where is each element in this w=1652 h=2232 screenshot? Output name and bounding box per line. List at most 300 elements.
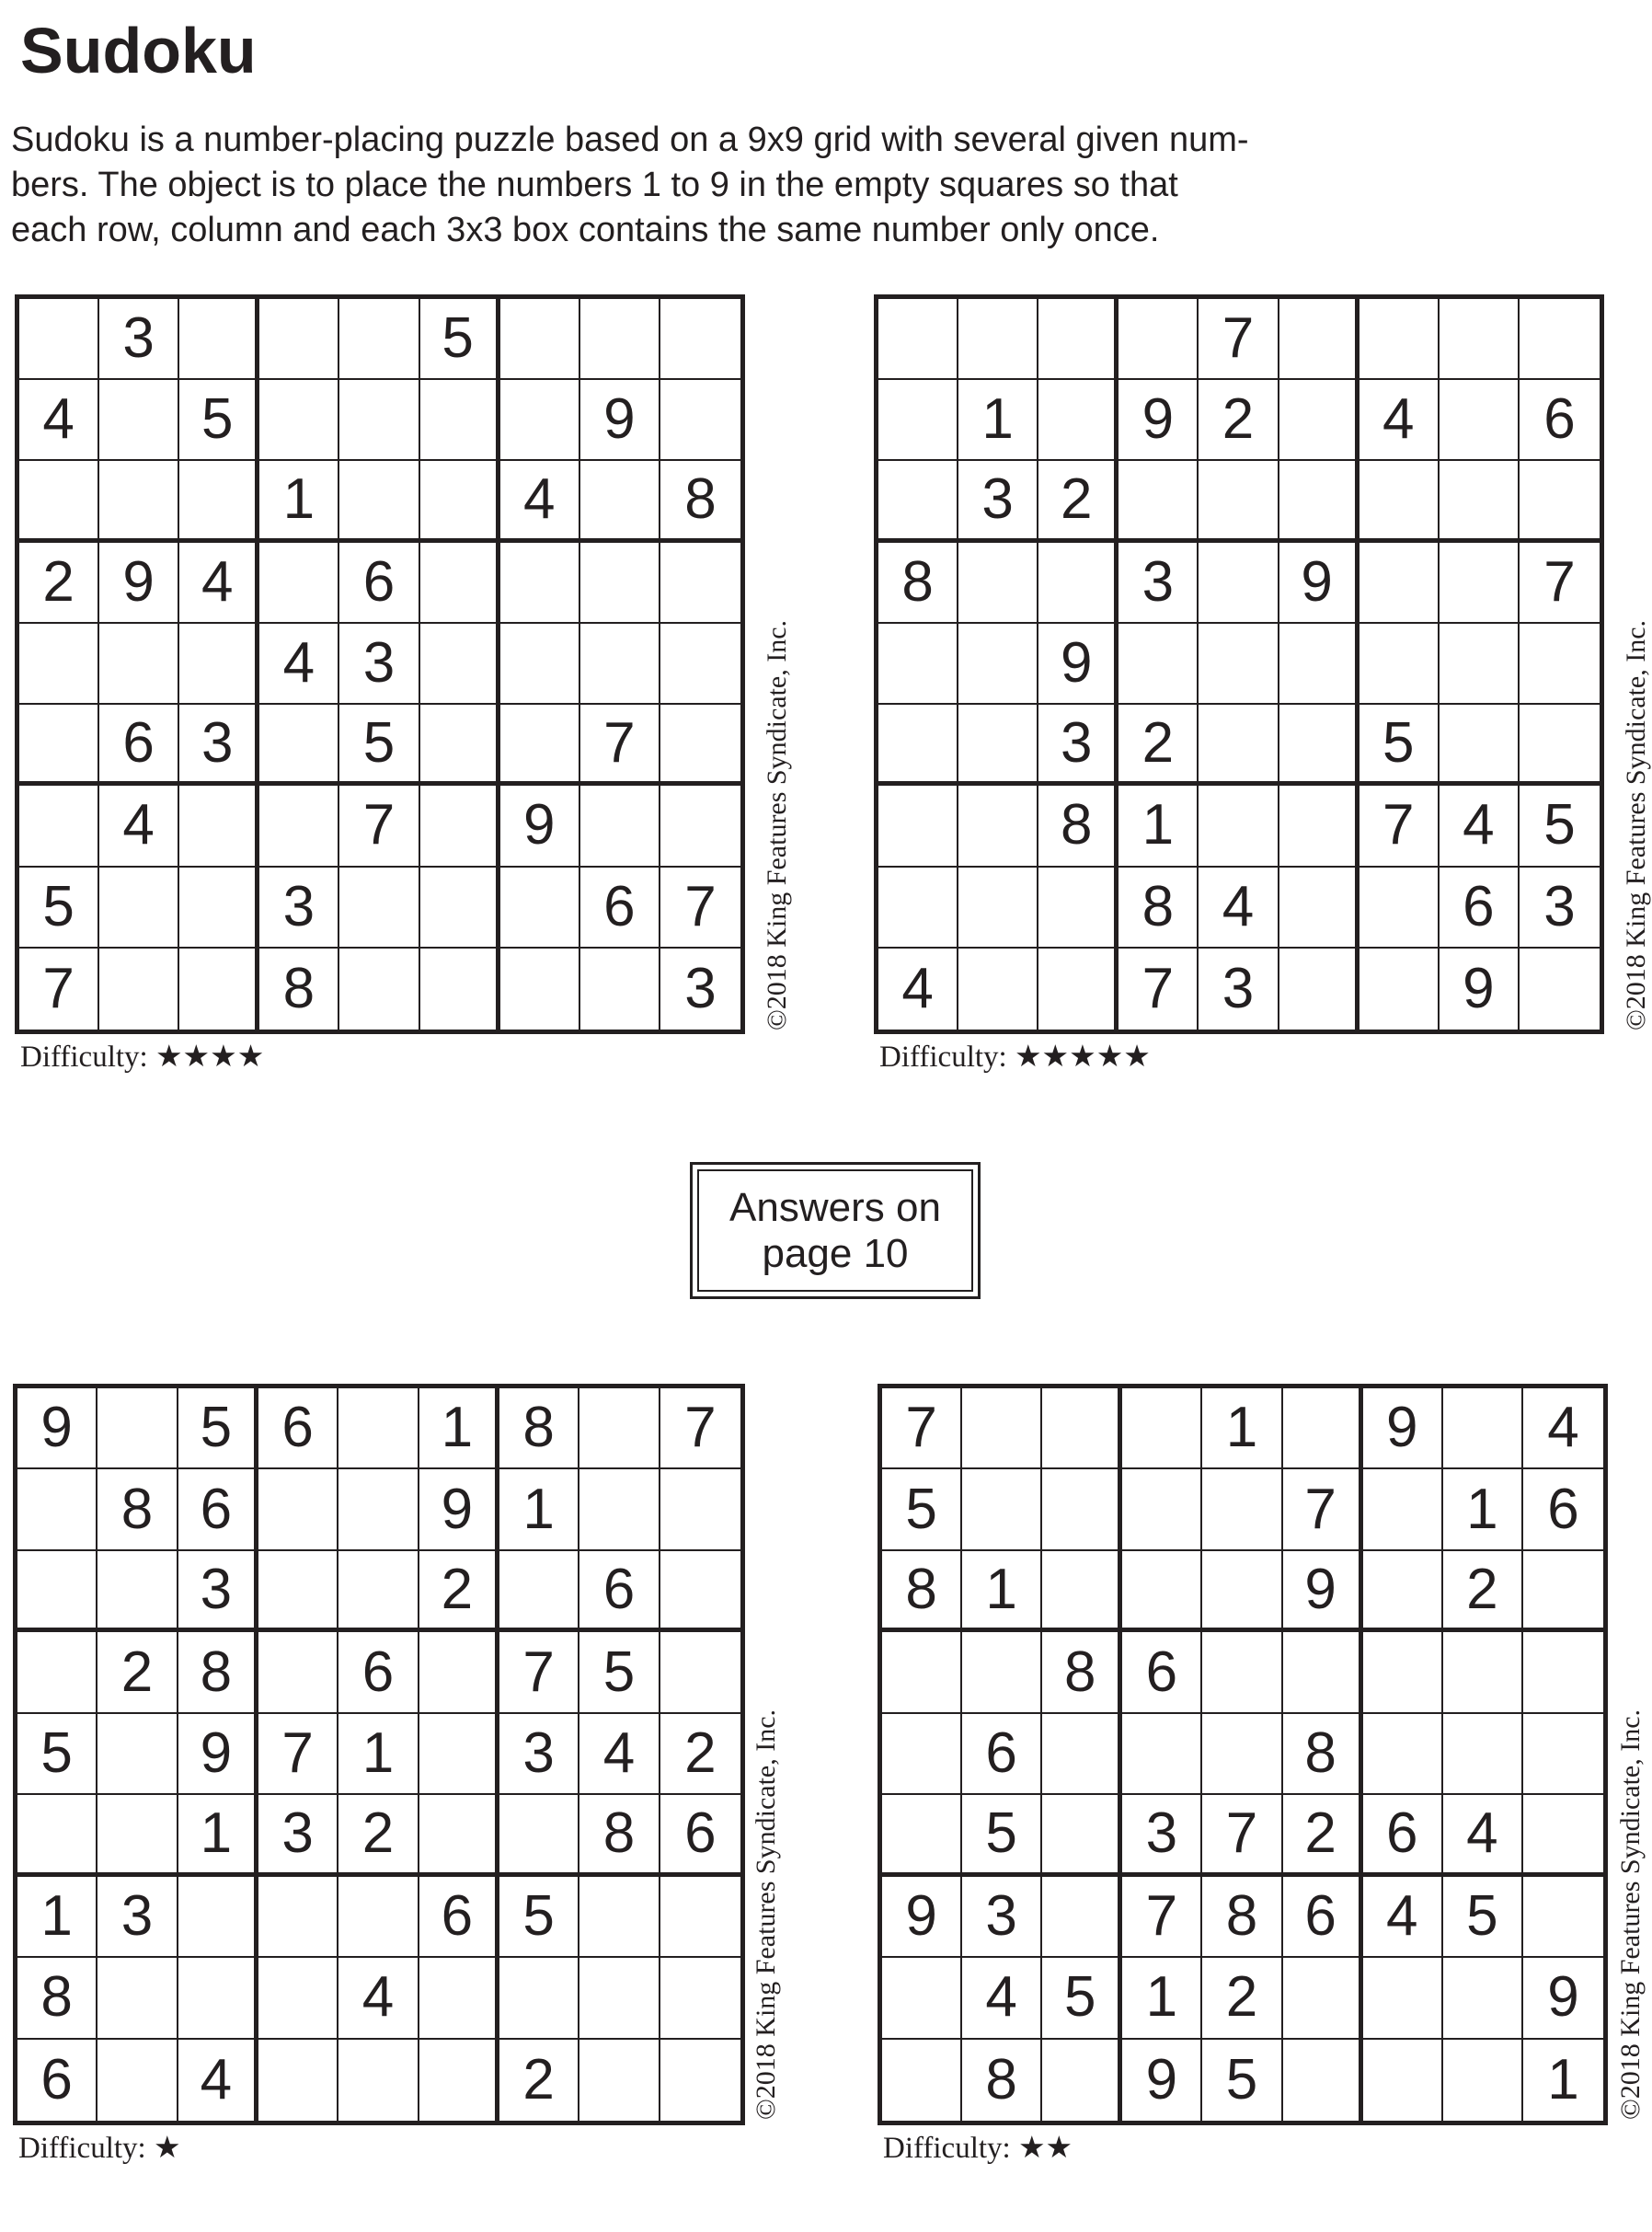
- sudoku-cell: 6: [258, 1388, 338, 1469]
- sudoku-cell: 3: [1199, 949, 1279, 1030]
- sudoku-cell[interactable]: [958, 624, 1038, 705]
- sudoku-cell[interactable]: [1042, 2040, 1122, 2121]
- sudoku-cell[interactable]: [1443, 1388, 1523, 1469]
- sudoku-cell[interactable]: [500, 543, 580, 624]
- sudoku-grid: [878, 1384, 1608, 2125]
- sudoku-cell[interactable]: [1279, 380, 1359, 461]
- sudoku-cell[interactable]: [499, 1958, 579, 2039]
- sudoku-cell[interactable]: [178, 1958, 258, 2039]
- sudoku-cell[interactable]: [1523, 1795, 1603, 1876]
- sudoku-cell[interactable]: [958, 868, 1038, 949]
- sudoku-cell[interactable]: [420, 461, 500, 542]
- sudoku-grid: [13, 1384, 745, 2125]
- sudoku-cell[interactable]: [882, 1714, 962, 1795]
- sudoku-cell: 7: [19, 949, 99, 1030]
- sudoku-cell[interactable]: [1283, 2040, 1363, 2121]
- sudoku-cell: 7: [882, 1388, 962, 1469]
- sudoku-grid: [15, 294, 745, 1034]
- sudoku-cell[interactable]: [98, 1714, 178, 1795]
- sudoku-cell: 1: [962, 1551, 1042, 1632]
- sudoku-cell[interactable]: [500, 380, 580, 461]
- sudoku-cell[interactable]: [660, 1958, 740, 2039]
- sudoku-cell[interactable]: [579, 1388, 660, 1469]
- copyright-notice: ©2018 King Features Syndicate, Inc.: [1621, 619, 1651, 1030]
- sudoku-cell[interactable]: [958, 299, 1038, 380]
- sudoku-cell[interactable]: [579, 1958, 660, 2039]
- sudoku-cell: 2: [338, 1795, 419, 1876]
- sudoku-cell[interactable]: [660, 624, 740, 705]
- sudoku-cell[interactable]: [1038, 868, 1119, 949]
- sudoku-cell[interactable]: [339, 299, 419, 380]
- sudoku-cell: 9: [1440, 949, 1520, 1030]
- sudoku-cell[interactable]: [419, 1958, 499, 2039]
- sudoku-cell: 2: [660, 1714, 740, 1795]
- sudoku-cell: 5: [579, 1632, 660, 1713]
- sudoku-cell: 4: [878, 949, 958, 1030]
- sudoku-cell: 4: [179, 543, 259, 624]
- sudoku-cell: 8: [178, 1632, 258, 1713]
- sudoku-cell[interactable]: [1279, 949, 1359, 1030]
- sudoku-cell: 7: [339, 786, 419, 867]
- sudoku-cell: 9: [1122, 2040, 1202, 2121]
- sudoku-cell[interactable]: [878, 868, 958, 949]
- sudoku-cell: 9: [500, 786, 580, 867]
- sudoku-cell[interactable]: [338, 1877, 419, 1958]
- sudoku-cell[interactable]: [1520, 461, 1600, 542]
- sudoku-cell[interactable]: [1202, 1632, 1282, 1713]
- sudoku-cell[interactable]: [17, 1551, 98, 1632]
- sudoku-cell: 6: [1122, 1632, 1202, 1713]
- sudoku-cell[interactable]: [17, 1795, 98, 1876]
- sudoku-cell[interactable]: [1440, 380, 1520, 461]
- sudoku-cell[interactable]: [660, 1632, 740, 1713]
- sudoku-cell: 2: [1443, 1551, 1523, 1632]
- sudoku-cell[interactable]: [19, 705, 99, 786]
- answers-page: page 10: [762, 1230, 909, 1276]
- sudoku-cell[interactable]: [19, 299, 99, 380]
- sudoku-cell[interactable]: [420, 949, 500, 1030]
- sudoku-cell[interactable]: [1038, 949, 1119, 1030]
- sudoku-cell[interactable]: [99, 461, 179, 542]
- sudoku-cell[interactable]: [1122, 1551, 1202, 1632]
- sudoku-cell: 6: [579, 1551, 660, 1632]
- sudoku-cell[interactable]: [499, 1551, 579, 1632]
- sudoku-cell[interactable]: [1042, 1795, 1122, 1876]
- sudoku-cell: 5: [17, 1714, 98, 1795]
- sudoku-cell[interactable]: [1523, 1632, 1603, 1713]
- sudoku-cell[interactable]: [1520, 624, 1600, 705]
- sudoku-cell: 2: [419, 1551, 499, 1632]
- sudoku-cell: 6: [1283, 1877, 1363, 1958]
- sudoku-cell[interactable]: [17, 1632, 98, 1713]
- sudoku-cell[interactable]: [179, 786, 259, 867]
- sudoku-cell[interactable]: [1199, 786, 1279, 867]
- sudoku-cell[interactable]: [19, 786, 99, 867]
- sudoku-cell[interactable]: [1363, 1551, 1443, 1632]
- sudoku-cell[interactable]: [958, 786, 1038, 867]
- sudoku-cell: 3: [179, 705, 259, 786]
- sudoku-cell[interactable]: [258, 1551, 338, 1632]
- sudoku-cell: 7: [580, 705, 660, 786]
- sudoku-cell[interactable]: [660, 1469, 740, 1550]
- sudoku-cell: 5: [420, 299, 500, 380]
- sudoku-cell[interactable]: [179, 299, 259, 380]
- sudoku-cell[interactable]: [19, 461, 99, 542]
- sudoku-cell[interactable]: [1199, 543, 1279, 624]
- sudoku-cell: 2: [19, 543, 99, 624]
- sudoku-cell[interactable]: [1042, 1551, 1122, 1632]
- sudoku-cell: 3: [99, 299, 179, 380]
- sudoku-cell: 7: [499, 1632, 579, 1713]
- sudoku-cell[interactable]: [660, 380, 740, 461]
- sudoku-cell: 4: [1523, 1388, 1603, 1469]
- sudoku-cell: 9: [882, 1877, 962, 1958]
- sudoku-cell[interactable]: [1440, 461, 1520, 542]
- sudoku-cell: 9: [1279, 543, 1359, 624]
- sudoku-cell[interactable]: [878, 299, 958, 380]
- sudoku-cell[interactable]: [882, 1958, 962, 2039]
- sudoku-cell: 6: [962, 1714, 1042, 1795]
- sudoku-cell[interactable]: [1042, 1877, 1122, 1958]
- sudoku-cell: 8: [1283, 1714, 1363, 1795]
- sudoku-cell[interactable]: [1279, 786, 1359, 867]
- sudoku-cell[interactable]: [420, 705, 500, 786]
- sudoku-cell[interactable]: [962, 1632, 1042, 1713]
- sudoku-cell[interactable]: [500, 868, 580, 949]
- sudoku-cell[interactable]: [882, 2040, 962, 2121]
- sudoku-cell: 7: [1359, 786, 1440, 867]
- sudoku-cell[interactable]: [1279, 299, 1359, 380]
- sudoku-cell: 4: [178, 2040, 258, 2121]
- sudoku-cell[interactable]: [579, 2040, 660, 2121]
- sudoku-cell[interactable]: [1359, 543, 1440, 624]
- sudoku-cell: 3: [1122, 1795, 1202, 1876]
- sudoku-cell: 4: [99, 786, 179, 867]
- sudoku-cell: 4: [1199, 868, 1279, 949]
- sudoku-cell[interactable]: [878, 461, 958, 542]
- sudoku-cell: 4: [1440, 786, 1520, 867]
- copyright-notice: ©2018 King Features Syndicate, Inc.: [1615, 1709, 1646, 2120]
- sudoku-cell: 8: [1042, 1632, 1122, 1713]
- sudoku-cell[interactable]: [1520, 705, 1600, 786]
- sudoku-cell[interactable]: [1038, 543, 1119, 624]
- sudoku-cell: 4: [259, 624, 339, 705]
- sudoku-cell[interactable]: [1202, 1469, 1282, 1550]
- sudoku-cell[interactable]: [1042, 1714, 1122, 1795]
- sudoku-cell[interactable]: [179, 949, 259, 1030]
- sudoku-cell[interactable]: [660, 786, 740, 867]
- sudoku-cell[interactable]: [1122, 1469, 1202, 1550]
- sudoku-cell: 4: [338, 1958, 419, 2039]
- sudoku-cell: 6: [1363, 1795, 1443, 1876]
- sudoku-grid: [874, 294, 1604, 1034]
- sudoku-cell[interactable]: [1363, 1714, 1443, 1795]
- sudoku-cell[interactable]: [1363, 1632, 1443, 1713]
- sudoku-cell[interactable]: [258, 1958, 338, 2039]
- sudoku-cell[interactable]: [1122, 1388, 1202, 1469]
- sudoku-cell: 3: [258, 1795, 338, 1876]
- sudoku-cell[interactable]: [1520, 299, 1600, 380]
- sudoku-cell: 1: [1119, 786, 1199, 867]
- sudoku-cell[interactable]: [580, 299, 660, 380]
- sudoku-cell[interactable]: [98, 1795, 178, 1876]
- sudoku-cell[interactable]: [660, 543, 740, 624]
- instructions-line: Sudoku is a number-placing puzzle based on a 9x9 grid with several given num-: [11, 121, 1249, 159]
- sudoku-cell[interactable]: [338, 1551, 419, 1632]
- sudoku-cell[interactable]: [419, 1795, 499, 1876]
- sudoku-cell[interactable]: [660, 2040, 740, 2121]
- sudoku-cell[interactable]: [1279, 868, 1359, 949]
- answers-box: [690, 1162, 981, 1299]
- sudoku-cell: 7: [1520, 543, 1600, 624]
- sudoku-cell[interactable]: [1359, 949, 1440, 1030]
- difficulty-label: Difficulty: ★★: [883, 2132, 1073, 2165]
- sudoku-cell[interactable]: [878, 786, 958, 867]
- sudoku-cell[interactable]: [660, 299, 740, 380]
- sudoku-cell: 5: [882, 1469, 962, 1550]
- sudoku-cell: 9: [1523, 1958, 1603, 2039]
- sudoku-cell: 5: [178, 1388, 258, 1469]
- sudoku-cell[interactable]: [1440, 543, 1520, 624]
- sudoku-cell[interactable]: [1283, 1958, 1363, 2039]
- sudoku-cell[interactable]: [1202, 1551, 1282, 1632]
- sudoku-cell[interactable]: [338, 1469, 419, 1550]
- sudoku-cell[interactable]: [1363, 1958, 1443, 2039]
- sudoku-cell[interactable]: [98, 1388, 178, 1469]
- sudoku-cell[interactable]: [660, 1551, 740, 1632]
- sudoku-cell[interactable]: [339, 461, 419, 542]
- sudoku-cell[interactable]: [259, 705, 339, 786]
- sudoku-cell[interactable]: [1359, 299, 1440, 380]
- sudoku-cell: 6: [419, 1877, 499, 1958]
- sudoku-cell: 8: [17, 1958, 98, 2039]
- sudoku-cell: 8: [882, 1551, 962, 1632]
- sudoku-cell[interactable]: [500, 624, 580, 705]
- sudoku-cell[interactable]: [258, 1632, 338, 1713]
- sudoku-cell[interactable]: [99, 949, 179, 1030]
- sudoku-cell[interactable]: [179, 868, 259, 949]
- sudoku-cell: 3: [958, 461, 1038, 542]
- sudoku-cell: 7: [1122, 1877, 1202, 1958]
- sudoku-cell: 2: [1038, 461, 1119, 542]
- sudoku-cell: 3: [259, 868, 339, 949]
- sudoku-cell: 6: [660, 1795, 740, 1876]
- sudoku-cell[interactable]: [1122, 1714, 1202, 1795]
- sudoku-cell: 8: [962, 2040, 1042, 2121]
- sudoku-cell[interactable]: [500, 299, 580, 380]
- sudoku-cell[interactable]: [1279, 624, 1359, 705]
- sudoku-cell[interactable]: [660, 705, 740, 786]
- sudoku-cell[interactable]: [339, 380, 419, 461]
- sudoku-cell[interactable]: [1119, 461, 1199, 542]
- sudoku-cell: 3: [1119, 543, 1199, 624]
- sudoku-cell[interactable]: [1359, 624, 1440, 705]
- sudoku-cell[interactable]: [259, 543, 339, 624]
- sudoku-cell[interactable]: [338, 1388, 419, 1469]
- sudoku-cell[interactable]: [1119, 624, 1199, 705]
- sudoku-cell[interactable]: [98, 2040, 178, 2121]
- sudoku-cell: 7: [660, 1388, 740, 1469]
- sudoku-cell[interactable]: [99, 624, 179, 705]
- sudoku-cell: 3: [684, 956, 717, 1020]
- sudoku-cell[interactable]: [579, 1469, 660, 1550]
- sudoku-cell[interactable]: [1279, 461, 1359, 542]
- sudoku-cell[interactable]: [1523, 1714, 1603, 1795]
- sudoku-cell: 9: [17, 1388, 98, 1469]
- sudoku-cell[interactable]: [1199, 624, 1279, 705]
- copyright-notice: ©2018 King Features Syndicate, Inc.: [762, 619, 792, 1030]
- sudoku-cell[interactable]: [420, 868, 500, 949]
- sudoku-cell[interactable]: [99, 380, 179, 461]
- sudoku-cell[interactable]: [419, 2040, 499, 2121]
- sudoku-cell[interactable]: [1038, 299, 1119, 380]
- sudoku-cell[interactable]: [258, 1877, 338, 1958]
- sudoku-cell: 5: [499, 1877, 579, 1958]
- sudoku-cell[interactable]: [420, 624, 500, 705]
- sudoku-cell[interactable]: [580, 624, 660, 705]
- sudoku-cell[interactable]: [962, 1388, 1042, 1469]
- sudoku-cell[interactable]: [1199, 461, 1279, 542]
- sudoku-cell[interactable]: [17, 1469, 98, 1550]
- sudoku-cell: 7: [258, 1714, 338, 1795]
- sudoku-cell: 3: [1038, 705, 1119, 786]
- sudoku-cell[interactable]: [179, 624, 259, 705]
- sudoku-cell: 7: [1283, 1469, 1363, 1550]
- sudoku-cell: 4: [500, 461, 580, 542]
- sudoku-cell: 1: [1547, 2047, 1579, 2111]
- sudoku-cell: 6: [339, 543, 419, 624]
- sudoku-cell: 9: [178, 1714, 258, 1795]
- sudoku-cell: 4: [1443, 1795, 1523, 1876]
- sudoku-cell: 5: [339, 705, 419, 786]
- sudoku-cell: 1: [338, 1714, 419, 1795]
- sudoku-cell[interactable]: [1523, 1877, 1603, 1958]
- sudoku-cell[interactable]: [259, 380, 339, 461]
- sudoku-cell[interactable]: [1443, 2040, 1523, 2121]
- sudoku-cell[interactable]: [958, 543, 1038, 624]
- sudoku-cell[interactable]: [958, 705, 1038, 786]
- sudoku-cell[interactable]: [1363, 2040, 1443, 2121]
- sudoku-cell: 1: [17, 1877, 98, 1958]
- sudoku-cell: 4: [1363, 1877, 1443, 1958]
- sudoku-cell: 5: [1202, 2040, 1282, 2121]
- sudoku-cell[interactable]: [1199, 705, 1279, 786]
- sudoku-cell[interactable]: [420, 786, 500, 867]
- sudoku-cell[interactable]: [178, 1877, 258, 1958]
- sudoku-cell: 3: [1520, 868, 1600, 949]
- sudoku-cell[interactable]: [1363, 1469, 1443, 1550]
- sudoku-cell[interactable]: [19, 624, 99, 705]
- sudoku-cell[interactable]: [259, 299, 339, 380]
- sudoku-cell[interactable]: [1283, 1632, 1363, 1713]
- sudoku-cell[interactable]: [259, 786, 339, 867]
- sudoku-cell: 1: [178, 1795, 258, 1876]
- sudoku-cell[interactable]: [1038, 380, 1119, 461]
- sudoku-cell[interactable]: [98, 1551, 178, 1632]
- sudoku-cell[interactable]: [1042, 1469, 1122, 1550]
- sudoku-cell[interactable]: [1440, 705, 1520, 786]
- sudoku-cell: 9: [1283, 1551, 1363, 1632]
- sudoku-cell: 8: [579, 1795, 660, 1876]
- sudoku-cell[interactable]: [1440, 624, 1520, 705]
- sudoku-cell[interactable]: [580, 461, 660, 542]
- difficulty-label: Difficulty: ★★★★: [20, 1041, 265, 1074]
- sudoku-cell[interactable]: [339, 868, 419, 949]
- sudoku-cell[interactable]: [878, 624, 958, 705]
- sudoku-cell: 6: [178, 1469, 258, 1550]
- sudoku-cell[interactable]: [1443, 1958, 1523, 2039]
- sudoku-cell: 8: [878, 543, 958, 624]
- sudoku-cell[interactable]: [98, 1958, 178, 2039]
- sudoku-cell: 1: [499, 1469, 579, 1550]
- sudoku-cell: 8: [98, 1469, 178, 1550]
- sudoku-cell[interactable]: [420, 380, 500, 461]
- sudoku-cell: 6: [580, 868, 660, 949]
- sudoku-cell[interactable]: [1523, 1551, 1603, 1632]
- sudoku-cell: 7: [1202, 1795, 1282, 1876]
- sudoku-cell: 9: [580, 380, 660, 461]
- sudoku-cell[interactable]: [882, 1795, 962, 1876]
- sudoku-cell: 6: [99, 705, 179, 786]
- sudoku-cell[interactable]: [579, 1877, 660, 1958]
- sudoku-cell[interactable]: [958, 949, 1038, 1030]
- sudoku-cell[interactable]: [99, 868, 179, 949]
- sudoku-cell[interactable]: [1440, 299, 1520, 380]
- sudoku-cell: 1: [1443, 1469, 1523, 1550]
- sudoku-cell: 3: [339, 624, 419, 705]
- sudoku-cell[interactable]: [499, 1795, 579, 1876]
- answers-text: Answers on: [729, 1184, 941, 1230]
- sudoku-cell[interactable]: [1520, 949, 1600, 1030]
- sudoku-cell[interactable]: [179, 461, 259, 542]
- sudoku-cell[interactable]: [500, 705, 580, 786]
- sudoku-cell[interactable]: [580, 949, 660, 1030]
- sudoku-cell[interactable]: [580, 786, 660, 867]
- difficulty-label: Difficulty: ★★★★★: [879, 1041, 1151, 1074]
- sudoku-cell[interactable]: [500, 949, 580, 1030]
- sudoku-cell[interactable]: [1359, 461, 1440, 542]
- sudoku-cell[interactable]: [1443, 1714, 1523, 1795]
- sudoku-cell[interactable]: [660, 1877, 740, 1958]
- sudoku-cell: 1: [259, 461, 339, 542]
- sudoku-cell[interactable]: [258, 1469, 338, 1550]
- sudoku-cell[interactable]: [1443, 1632, 1523, 1713]
- sudoku-cell[interactable]: [580, 543, 660, 624]
- sudoku-cell[interactable]: [1042, 1388, 1122, 1469]
- sudoku-cell: 8: [1119, 868, 1199, 949]
- sudoku-cell[interactable]: [1359, 868, 1440, 949]
- sudoku-cell[interactable]: [419, 1632, 499, 1713]
- sudoku-cell[interactable]: [878, 380, 958, 461]
- sudoku-cell[interactable]: [1202, 1714, 1282, 1795]
- sudoku-cell[interactable]: [878, 705, 958, 786]
- sudoku-cell: 9: [1119, 380, 1199, 461]
- sudoku-cell[interactable]: [1283, 1388, 1363, 1469]
- sudoku-cell[interactable]: [1279, 705, 1359, 786]
- sudoku-cell: 4: [579, 1714, 660, 1795]
- sudoku-cell[interactable]: [258, 2040, 338, 2121]
- sudoku-cell[interactable]: [962, 1469, 1042, 1550]
- sudoku-cell[interactable]: [420, 543, 500, 624]
- sudoku-cell[interactable]: [1119, 299, 1199, 380]
- sudoku-cell: 6: [1520, 380, 1600, 461]
- sudoku-cell[interactable]: [882, 1632, 962, 1713]
- sudoku-cell: 2: [98, 1632, 178, 1713]
- sudoku-cell[interactable]: [338, 2040, 419, 2121]
- sudoku-cell: 2: [1119, 705, 1199, 786]
- sudoku-cell[interactable]: [339, 949, 419, 1030]
- sudoku-cell[interactable]: [419, 1714, 499, 1795]
